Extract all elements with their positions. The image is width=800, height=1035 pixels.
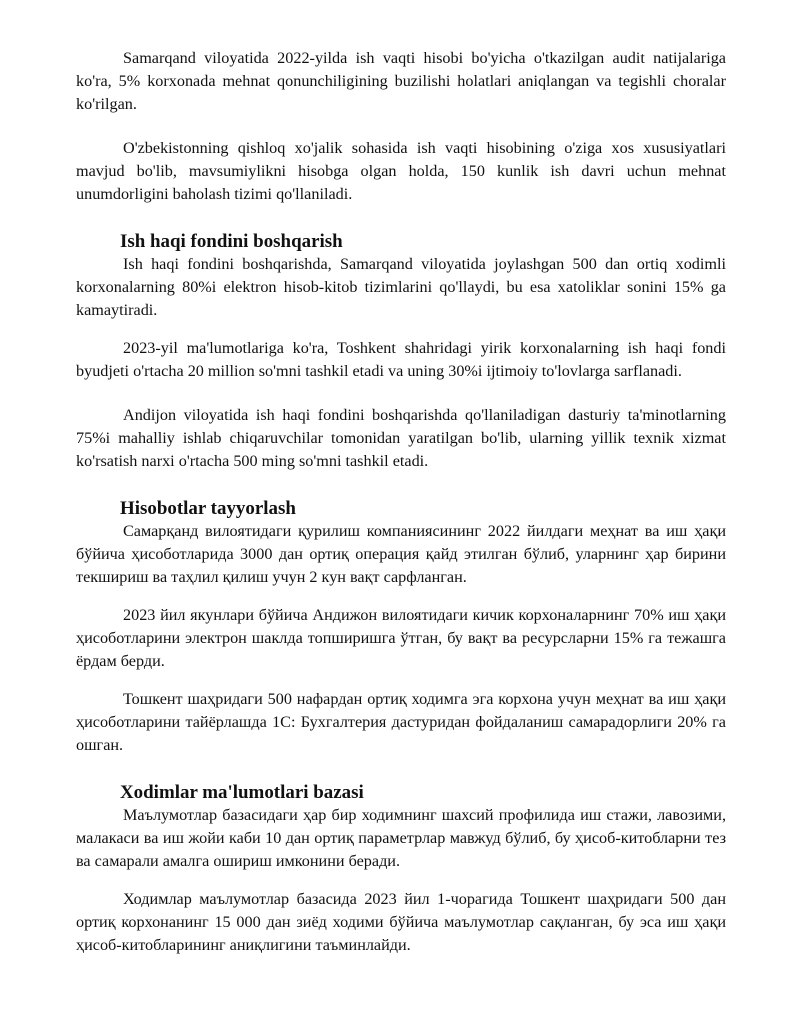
paragraph: Ходимлар маълумотлар базасида 2023 йил 1-чорагида Тошкент шаҳридаги 500 дан ортиқ корхонанинг 15 000 дан зиёд ходими бўйича маълумотлар сақланган, бу эса иш ҳақи ҳисоб-китобларининг аниқлигини таъминлайди. (76, 890, 726, 954)
section-payroll-fund (76, 230, 726, 473)
section-reports (76, 497, 726, 757)
paragraph: Самарқанд вилоятидаги қурилиш компаниясининг 2022 йилдаги меҳнат ва иш ҳақи бўйича ҳисоботларида 3000 дан ортиқ операция қайд этилган бўлиб, уларнинг ҳар бирини текшириш ва таҳлил қилиш учун 2 кун вақт сарфланган. (76, 522, 726, 586)
section-heading: Hisobotlar tayyorlash (120, 498, 296, 519)
paragraph: Ish haqi fondini boshqarishda, Samarqand viloyatida joylashgan 500 dan ortiq xodimli korxonalarning 80%i elektron hisob-kitob tizimlarini qo'llaydi, bu esa xatoliklar sonini 15% ga kamaytiradi. (76, 255, 726, 319)
paragraph: Samarqand viloyatida 2022-yilda ish vaqti hisobi bo'yicha o'tkazilgan audit natijalariga ko'ra, 5% korxonada mehnat qonunchiligining buzilishi holatlari aniqlangan va tegishli choralar ko'rilgan. (76, 49, 726, 113)
paragraph: Маълумотлар базасидаги ҳар бир ходимнинг шахсий профилида иш стажи, лавозими, малакаси ва иш жойи каби 10 дан ортиқ параметрлар мавжуд бўлиб, бу ҳисоб-китобларни тез ва самарали амалга ошириш имконини беради. (76, 806, 726, 870)
paragraph: Andijon viloyatida ish haqi fondini boshqarishda qo'llaniladigan dasturiy ta'minotlarning 75%i mahalliy ishlab chiqaruvchilar tomonidan yaratilgan bo'lib, ularning yillik texnik xizmat ko'rsatish narxi o'rtacha 500 ming so'mni tashkil etadi. (76, 406, 726, 470)
paragraph: Тошкент шаҳридаги 500 нафардан ортиқ ходимга эга корхона учун меҳнат ва иш ҳақи ҳисоботларини тайёрлашда 1С: Бухгалтерия дастуридан фойдаланиш самарадорлиги 20% га ошган. (76, 690, 726, 754)
section-employee-database (76, 781, 726, 957)
paragraph: O'zbekistonning qishloq xo'jalik sohasida ish vaqti hisobining o'ziga xos xususiyatlari mavjud bo'lib, mavsumiylikni hisobga olgan holda, 150 kunlik ish davri uchun mehnat unumdorligini baholash tizimi qo'llaniladi. (76, 139, 726, 203)
section-heading: Xodimlar ma'lumotlari bazasi (120, 782, 364, 803)
paragraph: 2023-yil ma'lumotlariga ko'ra, Toshkent shahridagi yirik korxonalarning ish haqi fondi byudjeti o'rtacha 20 million so'mni tashkil etadi va uning 30%i ijtimoiy to'lovlarga sarflanadi. (76, 339, 726, 380)
paragraph: 2023 йил якунлари бўйича Андижон вилоятидаги кичик корхоналарнинг 70% иш ҳақи ҳисоботларини электрон шаклда топширишга ўтган, бу вақт ва ресурсларни 15% га тежашга ёрдам берди. (76, 606, 726, 670)
section-heading: Ish haqi fondini boshqarish (120, 231, 343, 252)
document-page (76, 47, 726, 957)
